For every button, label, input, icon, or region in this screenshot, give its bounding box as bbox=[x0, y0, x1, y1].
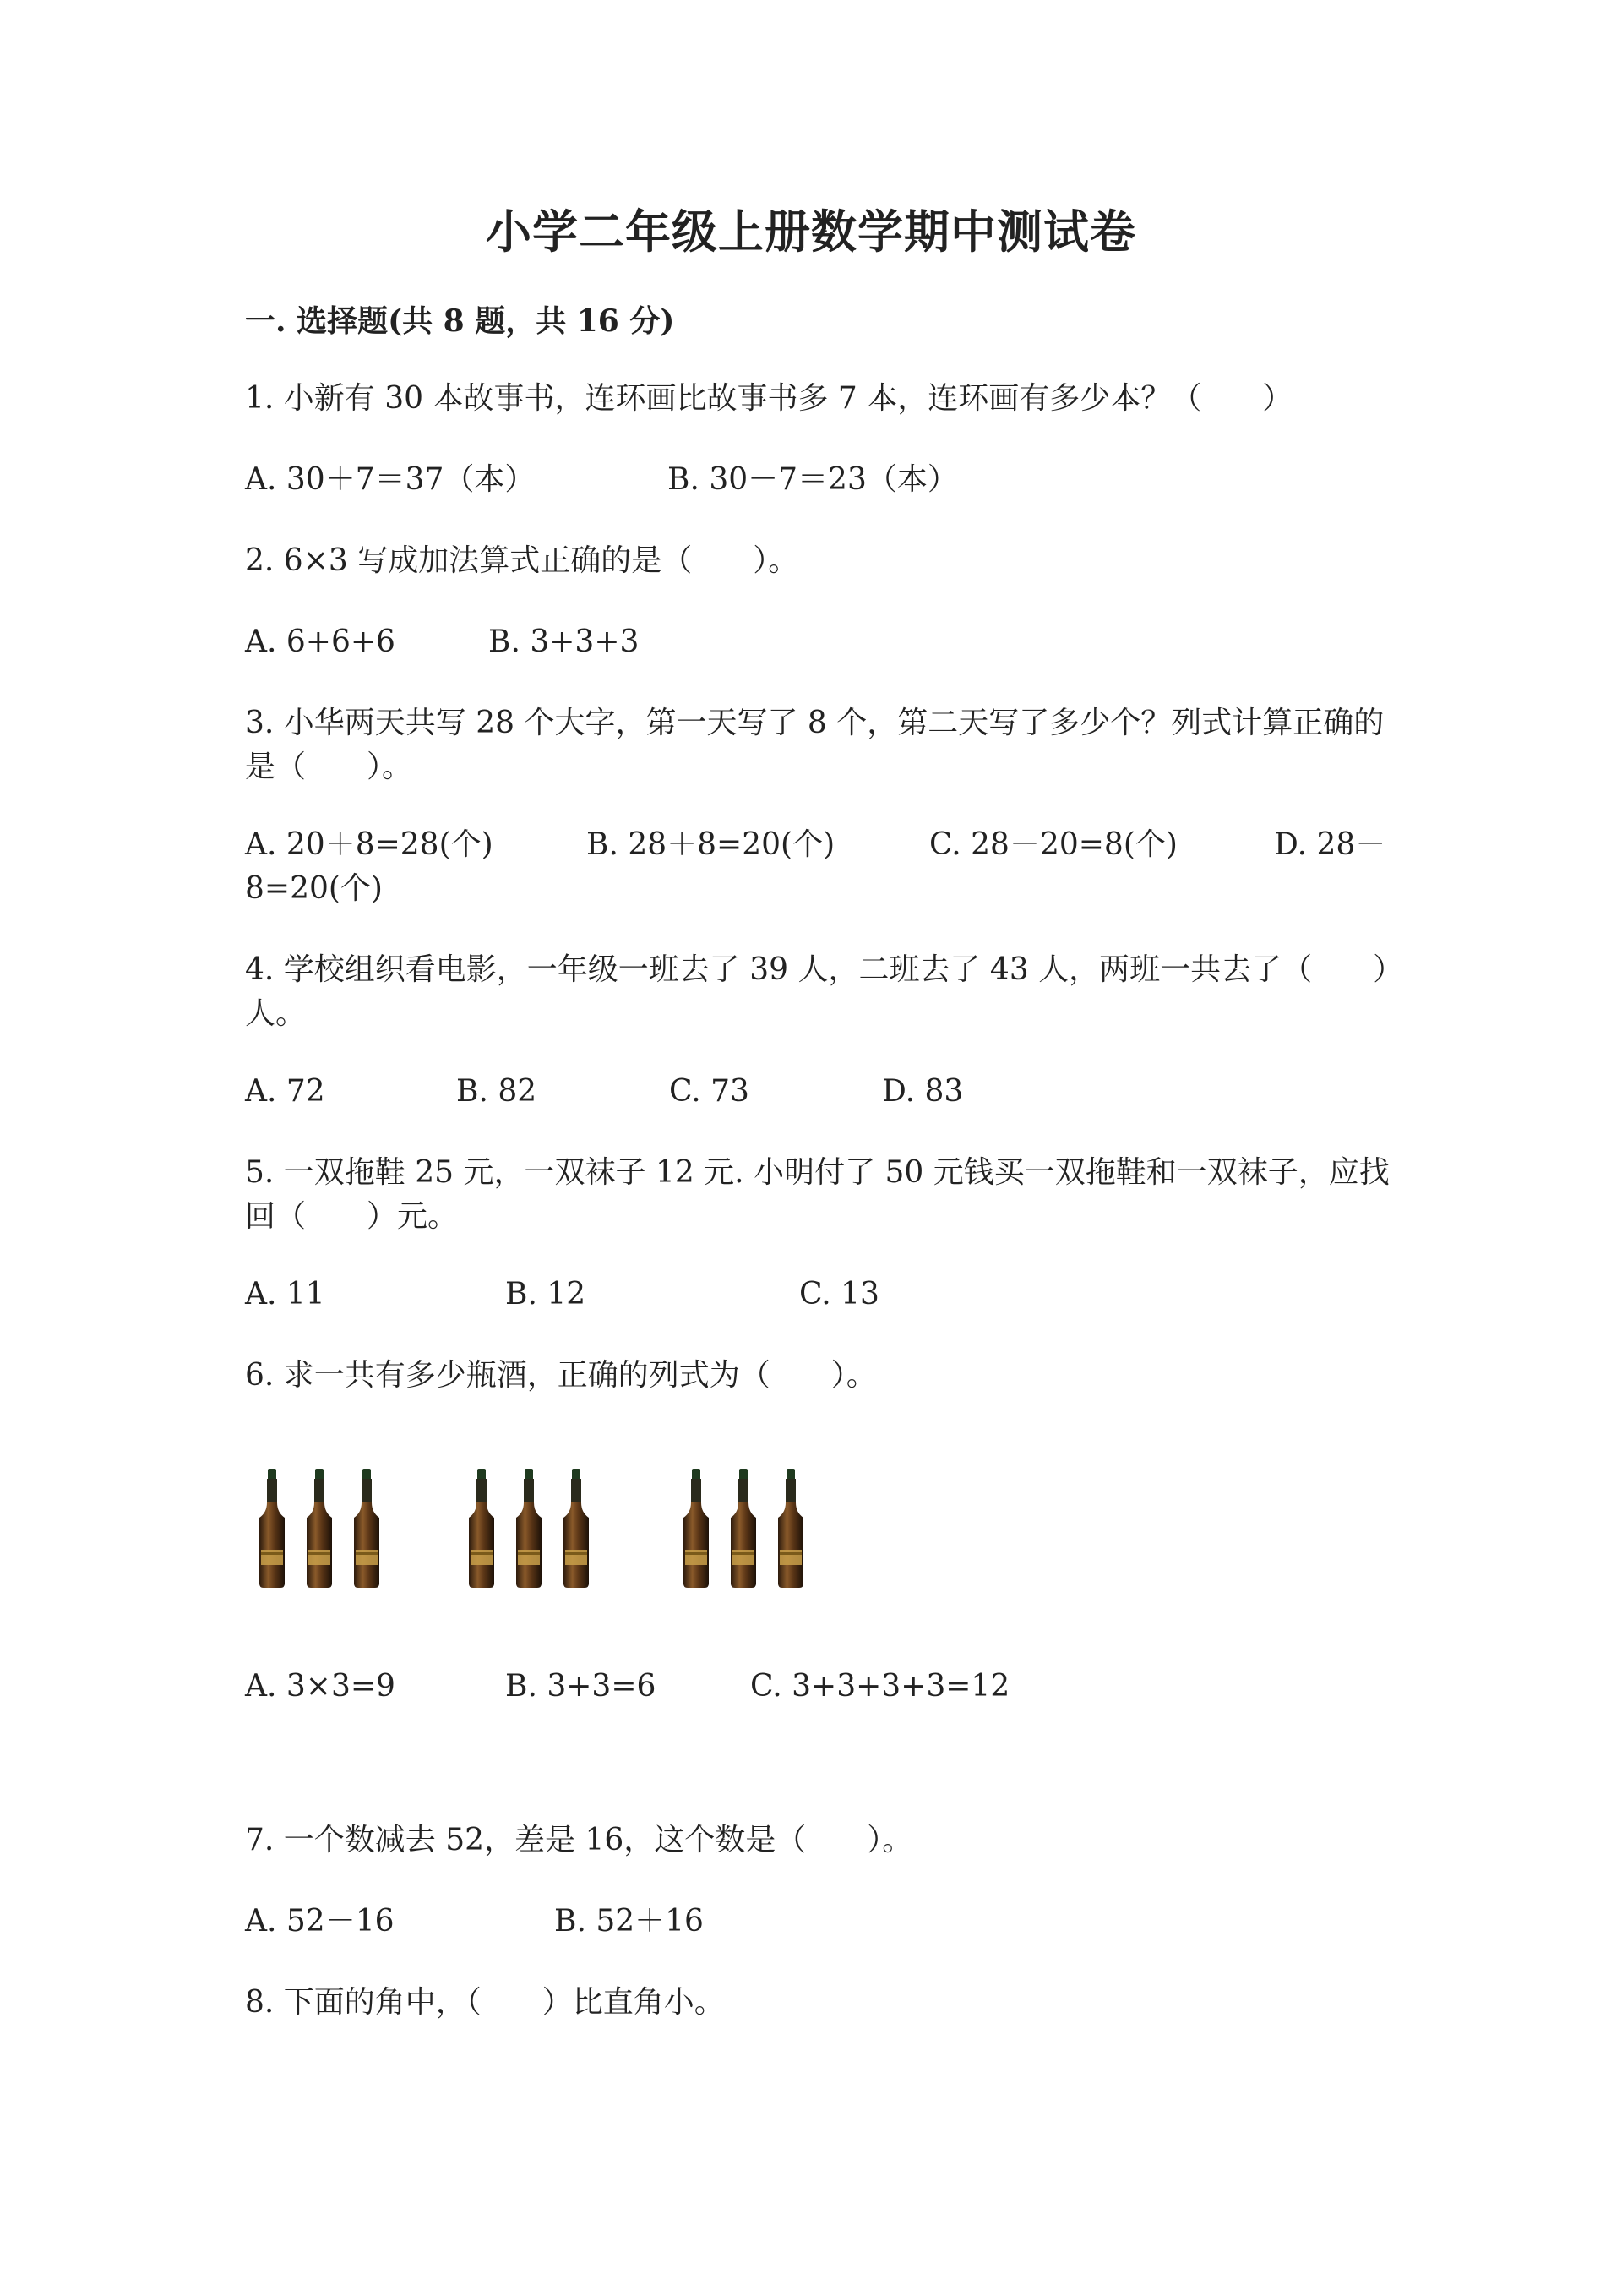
section-heading: 一. 选择题(共 8 题，共 16 分) bbox=[245, 303, 675, 339]
bottle-group-1 bbox=[255, 1469, 384, 1589]
q3-option-d[interactable]: D. 28－ bbox=[1274, 827, 1386, 862]
question-5: 5. 一双拖鞋 25 元，一双袜子 12 元. 小明付了 50 元钱买一双拖鞋和一双袜子，应找回（ ）元。 bbox=[245, 1155, 1390, 1234]
q3-option-c[interactable]: C. 28－20=8(个) bbox=[929, 827, 1178, 862]
q3-option-d-continued: 8=20(个) bbox=[245, 871, 383, 906]
wine-bottle-icon bbox=[350, 1469, 384, 1589]
question-3: 3. 小华两天共写 28 个大字，第一天写了 8 个，第二天写了多少个？列式计算正确的是（ ）。 bbox=[245, 706, 1385, 784]
q6-option-c[interactable]: C. 3+3+3+3=12 bbox=[750, 1669, 1010, 1704]
page-title: 小学二年级上册数学期中测试卷 bbox=[486, 205, 1136, 259]
q6-option-a[interactable]: A. 3×3=9 bbox=[245, 1669, 395, 1704]
q3-option-a[interactable]: A. 20＋8=28(个) bbox=[245, 827, 493, 862]
bottle-group-3 bbox=[679, 1469, 808, 1589]
q7-option-b[interactable]: B. 52＋16 bbox=[554, 1904, 704, 1939]
wine-bottle-icon bbox=[465, 1469, 498, 1589]
q7-option-a[interactable]: A. 52－16 bbox=[245, 1904, 395, 1939]
wine-bottle-icon bbox=[302, 1469, 336, 1589]
q4-option-d[interactable]: D. 83 bbox=[882, 1074, 964, 1109]
wine-bottle-icon bbox=[559, 1469, 593, 1589]
q3-option-b[interactable]: B. 28＋8=20(个) bbox=[586, 827, 835, 862]
q1-option-a[interactable]: A. 30＋7＝37（本） bbox=[245, 462, 536, 497]
wine-bottle-icon bbox=[727, 1469, 760, 1589]
q5-option-a[interactable]: A. 11 bbox=[245, 1277, 325, 1312]
wine-bottle-icon bbox=[255, 1469, 289, 1589]
q4-option-b[interactable]: B. 82 bbox=[456, 1074, 537, 1109]
question-1: 1. 小新有 30 本故事书，连环画比故事书多 7 本，连环画有多少本？（ ） bbox=[245, 381, 1293, 416]
q5-option-b[interactable]: B. 12 bbox=[505, 1277, 586, 1312]
question-7: 7. 一个数减去 52，差是 16，这个数是（ ）。 bbox=[245, 1823, 913, 1857]
question-6: 6. 求一共有多少瓶酒，正确的列式为（ ）。 bbox=[245, 1358, 877, 1393]
wine-bottle-icon bbox=[512, 1469, 546, 1589]
wine-bottle-icon bbox=[774, 1469, 808, 1589]
q4-option-c[interactable]: C. 73 bbox=[669, 1074, 749, 1109]
q2-option-b[interactable]: B. 3+3+3 bbox=[488, 624, 640, 659]
question-4: 4. 学校组织看电影，一年级一班去了 39 人，二班去了 43 人，两班一共去了（ ）人。 bbox=[245, 952, 1389, 1031]
question-2: 2. 6×3 写成加法算式正确的是（ ）。 bbox=[245, 543, 799, 578]
bottle-group-2 bbox=[465, 1469, 593, 1589]
q5-option-c[interactable]: C. 13 bbox=[799, 1277, 879, 1312]
q1-option-b[interactable]: B. 30－7＝23（本） bbox=[667, 462, 958, 497]
question-8: 8. 下面的角中，（ ）比直角小。 bbox=[245, 1985, 725, 2020]
q4-option-a[interactable]: A. 72 bbox=[245, 1074, 325, 1109]
wine-bottle-icon bbox=[679, 1469, 713, 1589]
q6-option-b[interactable]: B. 3+3=6 bbox=[505, 1669, 656, 1704]
q2-option-a[interactable]: A. 6+6+6 bbox=[245, 624, 395, 659]
